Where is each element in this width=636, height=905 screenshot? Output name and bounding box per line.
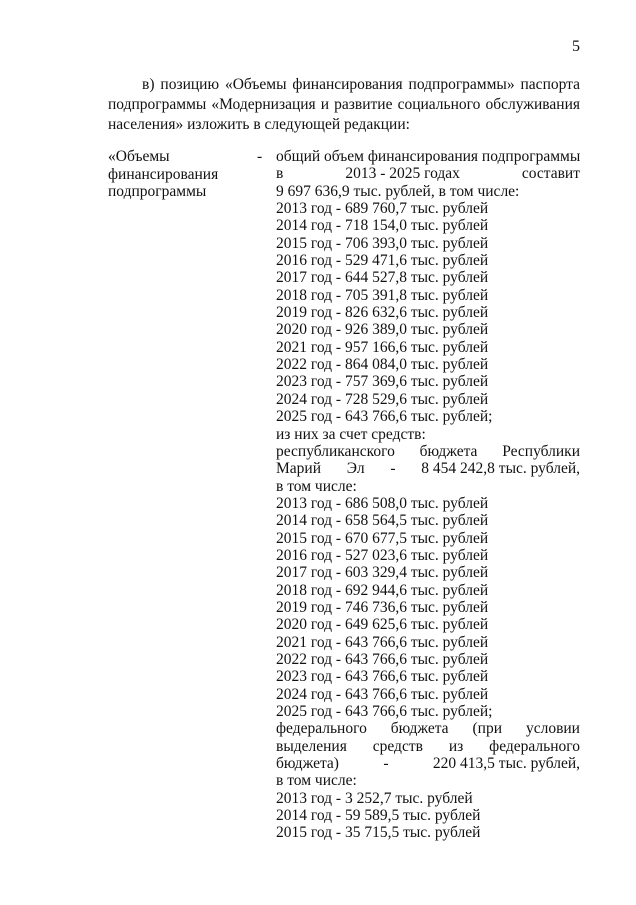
total-line-2-b: 2013 - 2025 годах (345, 165, 460, 183)
year-amount-row: 2019 год - 826 632,6 тыс. рублей (276, 304, 489, 322)
federal-line-2-b: средств (372, 737, 423, 755)
year-amount-row: 2015 год - 670 677,5 тыс. рублей (276, 529, 489, 547)
year-amount-row: 2017 год - 644 527,8 тыс. рублей (276, 269, 489, 287)
year-amount-row: 2015 год - 706 393,0 тыс. рублей (276, 234, 489, 252)
federal-line-1-a: федерального (276, 720, 367, 738)
year-amount-row: 2025 год - 643 766,6 тыс. рублей; (276, 703, 493, 720)
position-label (108, 148, 258, 201)
republic-line-2-b: Эл (346, 460, 365, 478)
intro-line-2: подпрограммы «Модернизация и развитие социального обслуживания (108, 96, 580, 113)
federal-line-3 (276, 755, 580, 772)
republic-line-2-a: Марий (276, 460, 322, 478)
year-amount-row: 2015 год - 35 715,5 тыс. рублей (276, 824, 481, 842)
year-amount-row: 2013 год - 689 760,7 тыс. рублей (276, 200, 489, 218)
federal-line-1-d: условии (525, 720, 580, 738)
republic-line-1-a: республиканского (276, 442, 395, 460)
label-dash: - (257, 148, 263, 165)
year-amount-row: 2020 год - 649 625,6 тыс. рублей (276, 616, 489, 634)
year-amount-row: 2023 год - 643 766,6 тыс. рублей (276, 668, 489, 686)
sources-intro: из них за счет средств: (276, 425, 426, 443)
total-amount: 9 697 636,9 тыс. рублей, в том числе: (276, 182, 520, 200)
republic-line-1-b: бюджета (419, 442, 478, 460)
federal-line-2-a: выделения (276, 737, 347, 755)
label-line-2: финансирования (108, 165, 219, 183)
year-amount-row: 2021 год - 643 766,6 тыс. рублей (276, 633, 489, 651)
federal-line-2-d: федерального (489, 737, 580, 755)
intro-line-1: в) позицию «Объемы финансирования подпрограммы» паспорта (142, 76, 580, 93)
year-amount-row: 2018 год - 705 391,8 тыс. рублей (276, 286, 489, 304)
federal-line-2 (276, 738, 580, 755)
year-amount-row: 2014 год - 718 154,0 тыс. рублей (276, 217, 489, 235)
total-years-list (276, 200, 580, 425)
year-amount-row: 2016 год - 527 023,6 тыс. рублей (276, 546, 489, 564)
year-amount-row: 2023 год - 757 369,6 тыс. рублей (276, 373, 489, 391)
year-amount-row: 2024 год - 643 766,6 тыс. рублей (276, 685, 489, 703)
federal-line-1-b: бюджета (390, 720, 449, 738)
federal-line-1-c: (при (472, 720, 503, 738)
total-line-2-c: составит (521, 165, 580, 183)
federal-line-2-c: из (448, 737, 464, 755)
republic-line-2-c: - (390, 460, 396, 478)
year-amount-row: 2022 год - 643 766,6 тыс. рублей (276, 650, 489, 668)
total-line-2-a: в (276, 165, 284, 183)
year-amount-row: 2017 год - 603 329,4 тыс. рублей (276, 564, 489, 582)
republic-line-1 (276, 443, 580, 460)
year-amount-row: 2013 год - 686 508,0 тыс. рублей (276, 494, 489, 512)
financing-details (276, 148, 580, 842)
label-line-3: подпрограммы (108, 183, 207, 201)
federal-years-list (276, 790, 580, 842)
year-amount-row: 2018 год - 692 944,6 тыс. рублей (276, 581, 489, 599)
page-number: 5 (572, 38, 580, 55)
year-amount-row: 2021 год - 957 166,6 тыс. рублей (276, 338, 489, 356)
federal-line-3-c: 220 413,5 тыс. рублей, (432, 755, 580, 773)
republic-line-3: в том числе: (276, 477, 357, 495)
federal-line-3-a: бюджета) (276, 755, 339, 773)
federal-line-4: в том числе: (276, 772, 357, 790)
year-amount-row: 2013 год - 3 252,7 тыс. рублей (276, 789, 473, 807)
year-amount-row: 2022 год - 864 084,0 тыс. рублей (276, 356, 489, 374)
year-amount-row: 2020 год - 926 389,0 тыс. рублей (276, 321, 489, 339)
republic-years-list (276, 495, 580, 720)
total-line-1: общий объем финансирования подпрограммы (276, 148, 581, 165)
year-amount-row: 2025 год - 643 766,6 тыс. рублей; (276, 408, 493, 426)
intro-paragraph (108, 75, 580, 135)
republic-line-1-c: Республики (502, 442, 580, 460)
year-amount-row: 2014 год - 658 564,5 тыс. рублей (276, 512, 489, 530)
label-line-1: «Объемы (108, 148, 170, 165)
year-amount-row: 2016 год - 529 471,6 тыс. рублей (276, 252, 489, 270)
republic-line-2-d: 8 454 242,8 тыс. рублей, (421, 460, 580, 478)
year-amount-row: 2024 год - 728 529,6 тыс. рублей (276, 390, 489, 408)
federal-line-3-b: - (383, 755, 389, 773)
republic-line-2 (276, 460, 580, 477)
federal-line-1 (276, 720, 580, 737)
year-amount-row: 2019 год - 746 736,6 тыс. рублей (276, 598, 489, 616)
year-amount-row: 2014 год - 59 589,5 тыс. рублей (276, 807, 481, 825)
intro-line-3: населения» изложить в следующей редакции: (108, 116, 410, 133)
total-line-2 (276, 165, 580, 182)
